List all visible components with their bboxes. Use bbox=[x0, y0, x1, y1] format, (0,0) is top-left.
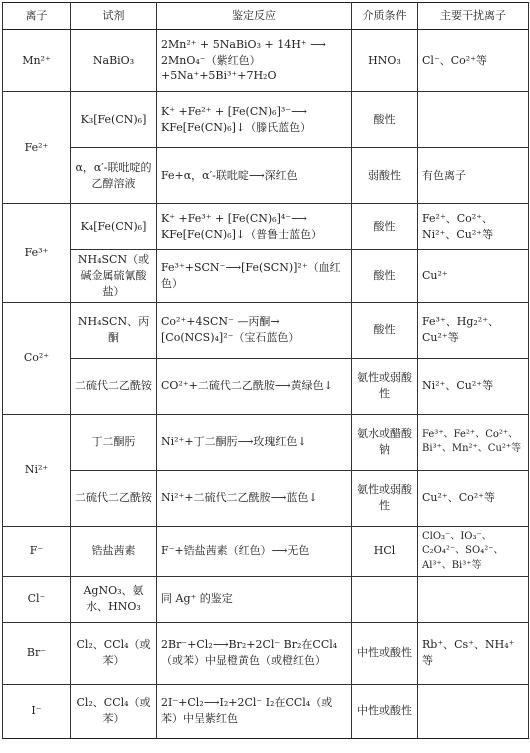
table-row bbox=[3, 576, 529, 622]
medium-cell: 氨水或醋酸钠 bbox=[352, 414, 418, 470]
table-row bbox=[3, 414, 529, 470]
table-row bbox=[3, 358, 529, 414]
reaction-cell: Co²⁺+4SCN⁻ —丙酮→ [Co(NCS)₄]²⁻（宝石蓝色） bbox=[157, 302, 352, 358]
reaction-cell: Ni²⁺+丁二酮肟⟶玫瑰红色↓ bbox=[157, 414, 352, 470]
header-row bbox=[3, 3, 529, 30]
interference-cell: ClO₃⁻、IO₃⁻、C₂O₄²⁻、SO₄²⁻、Al³⁺、Bi³⁺等 bbox=[418, 526, 529, 576]
interference-cell: Cu²⁺、Co²⁺等 bbox=[418, 470, 529, 526]
reagent-cell: 二硫代二乙酰铵 bbox=[71, 358, 157, 414]
table-row bbox=[3, 148, 529, 204]
interference-cell: Fe²⁺、Co²⁺、Ni²⁺、Cu²⁺等 bbox=[418, 204, 529, 250]
reaction-cell: 2I⁻+Cl₂⟶I₂+2Cl⁻ I₂在CCl₄（或苯）中呈紫红色 bbox=[157, 684, 352, 738]
header-reaction: 鉴定反应 bbox=[157, 3, 352, 30]
medium-cell: 弱酸性 bbox=[352, 148, 418, 204]
table-row bbox=[3, 526, 529, 576]
reagent-cell: NH₄SCN、丙酮 bbox=[71, 302, 157, 358]
reaction-cell: F⁻+锆盐茜素（红色）⟶无色 bbox=[157, 526, 352, 576]
reagent-cell: NaBiO₃ bbox=[71, 30, 157, 92]
reagent-cell: NH₄SCN（或碱金属硫氰酸盐） bbox=[71, 250, 157, 303]
interference-cell bbox=[418, 576, 529, 622]
reagent-cell: Cl₂、CCl₄（或苯） bbox=[71, 684, 157, 738]
medium-cell: 酸性 bbox=[352, 92, 418, 148]
reaction-cell: K⁺ +Fe²⁺ + [Fe(CN)₆]³⁻⟶ KFe[Fe(CN)₆]↓（滕氏蓝色） bbox=[157, 92, 352, 148]
table-row bbox=[3, 622, 529, 684]
reaction-cell: 2Br⁻+Cl₂⟶Br₂+2Cl⁻ Br₂在CCl₄（或苯）中显橙黄色（或橙红色） bbox=[157, 622, 352, 684]
reagent-cell: AgNO₃、氨水、HNO₃ bbox=[71, 576, 157, 622]
interference-cell: Rb⁺、Cs⁺、NH₄⁺等 bbox=[418, 622, 529, 684]
interference-cell: Cu²⁺ bbox=[418, 250, 529, 303]
reaction-cell: 同 Ag⁺ 的鉴定 bbox=[157, 576, 352, 622]
ion-cell: Cl⁻ bbox=[3, 576, 71, 622]
ion-cell: F⁻ bbox=[3, 526, 71, 576]
medium-cell: 酸性 bbox=[352, 250, 418, 303]
reaction-cell: Fe+α，α′-联吡啶⟶深红色 bbox=[157, 148, 352, 204]
interference-cell: 有色离子 bbox=[418, 148, 529, 204]
table-row bbox=[3, 470, 529, 526]
medium-cell: HCl bbox=[352, 526, 418, 576]
medium-cell: 酸性 bbox=[352, 302, 418, 358]
ion-identification-table bbox=[2, 2, 529, 739]
table-row bbox=[3, 30, 529, 92]
ion-cell: Fe³⁺ bbox=[3, 204, 71, 303]
table-row bbox=[3, 250, 529, 303]
medium-cell: 氨性或弱酸性 bbox=[352, 358, 418, 414]
reaction-cell: Fe³⁺+SCN⁻⟶[Fe(SCN)]²⁺（血红色） bbox=[157, 250, 352, 303]
ion-cell: Co²⁺ bbox=[3, 302, 71, 414]
ion-cell: Ni²⁺ bbox=[3, 414, 71, 526]
reaction-cell: 2Mn²⁺ + 5NaBiO₃ + 14H⁺ ⟶ 2MnO₄⁻（紫红色）+5Na⁺+5Bi³⁺+7H₂O bbox=[157, 30, 352, 92]
header-reagent: 试剂 bbox=[71, 3, 157, 30]
reagent-cell: K₃[Fe(CN)₆] bbox=[71, 92, 157, 148]
interference-cell bbox=[418, 92, 529, 148]
table-row bbox=[3, 204, 529, 250]
table-row bbox=[3, 92, 529, 148]
medium-cell: 氨性或弱酸性 bbox=[352, 470, 418, 526]
medium-cell: 酸性 bbox=[352, 204, 418, 250]
reagent-cell: Cl₂、CCl₄（或苯） bbox=[71, 622, 157, 684]
header-interference: 主要干扰离子 bbox=[418, 3, 529, 30]
interference-cell: Ni²⁺、Cu²⁺等 bbox=[418, 358, 529, 414]
medium-cell: 中性或酸性 bbox=[352, 684, 418, 738]
interference-cell: Fe³⁺、Fe²⁺、Co²⁺、Bi³⁺、Mn²⁺、Cu²⁺等 bbox=[418, 414, 529, 470]
header-medium: 介质条件 bbox=[352, 3, 418, 30]
reaction-cell: CO²⁺+二硫代二乙酰胺⟶黄绿色↓ bbox=[157, 358, 352, 414]
reagent-cell: K₄[Fe(CN)₆] bbox=[71, 204, 157, 250]
ion-cell: Mn²⁺ bbox=[3, 30, 71, 92]
medium-cell: 中性或酸性 bbox=[352, 622, 418, 684]
interference-cell bbox=[418, 684, 529, 738]
reaction-cell: Ni²⁺+二硫代二乙酰胺⟶蓝色↓ bbox=[157, 470, 352, 526]
ion-cell: Br⁻ bbox=[3, 622, 71, 684]
table-row bbox=[3, 684, 529, 738]
reagent-cell: 丁二酮肟 bbox=[71, 414, 157, 470]
medium-cell: HNO₃ bbox=[352, 30, 418, 92]
table-row bbox=[3, 302, 529, 358]
reagent-cell: α，α′-联吡啶的乙醇溶液 bbox=[71, 148, 157, 204]
interference-cell: Cl⁻、Co²⁺等 bbox=[418, 30, 529, 92]
reagent-cell: 锆盐茜素 bbox=[71, 526, 157, 576]
reaction-cell: K⁺ +Fe³⁺ + [Fe(CN)₆]⁴⁻⟶ KFe[Fe(CN)₆]↓（普鲁士蓝色） bbox=[157, 204, 352, 250]
ion-cell: Fe²⁺ bbox=[3, 92, 71, 204]
medium-cell bbox=[352, 576, 418, 622]
header-ion: 离子 bbox=[3, 3, 71, 30]
reagent-cell: 二硫代二乙酰铵 bbox=[71, 470, 157, 526]
ion-cell: I⁻ bbox=[3, 684, 71, 738]
interference-cell: Fe³⁺、Hg₂²⁺、Cu²⁺等 bbox=[418, 302, 529, 358]
